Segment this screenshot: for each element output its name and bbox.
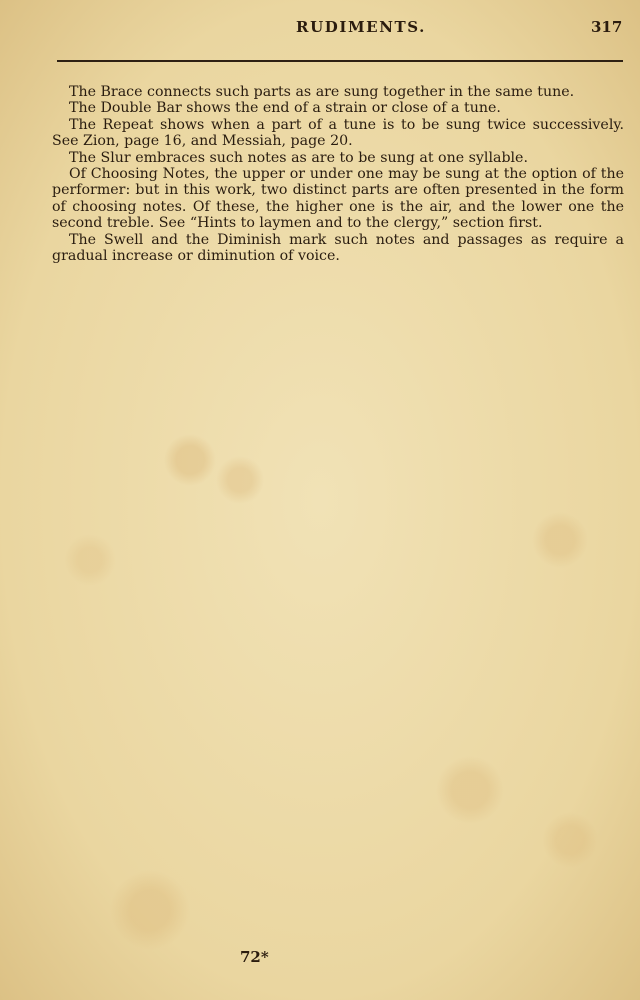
signature-mark: 72*	[240, 948, 269, 966]
page-number: 317	[591, 18, 623, 36]
page-header	[0, 18, 640, 40]
body-text	[52, 84, 624, 264]
paragraph-repeat: The Repeat shows when a part of a tune is to be sung twice successively. See Zion, page 16, and Messiah, page 20.	[52, 116, 624, 150]
paragraph-swell-diminish: The Swell and the Diminish mark such notes and passages as require a gradual increase or diminution of voice.	[52, 231, 624, 265]
header-rule	[57, 60, 623, 62]
paragraph-brace: The Brace connects such parts as are sung together in the same tune.	[69, 84, 575, 100]
paragraph-double-bar: The Double Bar shows the end of a strain or close of a tune.	[69, 100, 501, 117]
paragraph-slur: The Slur embraces such notes as are to be sung at one syllable.	[69, 149, 528, 166]
running-title: RUDIMENTS.	[296, 18, 427, 36]
paragraph-choosing-notes: Of Choosing Notes, the upper or under one may be sung at the option of the performer: but in this work, two distinct parts are often presented in the form of choosing notes. Of these, the higher one is the air, and the lower one the second treble. See “Hints to laymen and to the clergy,” section first.	[52, 166, 624, 232]
